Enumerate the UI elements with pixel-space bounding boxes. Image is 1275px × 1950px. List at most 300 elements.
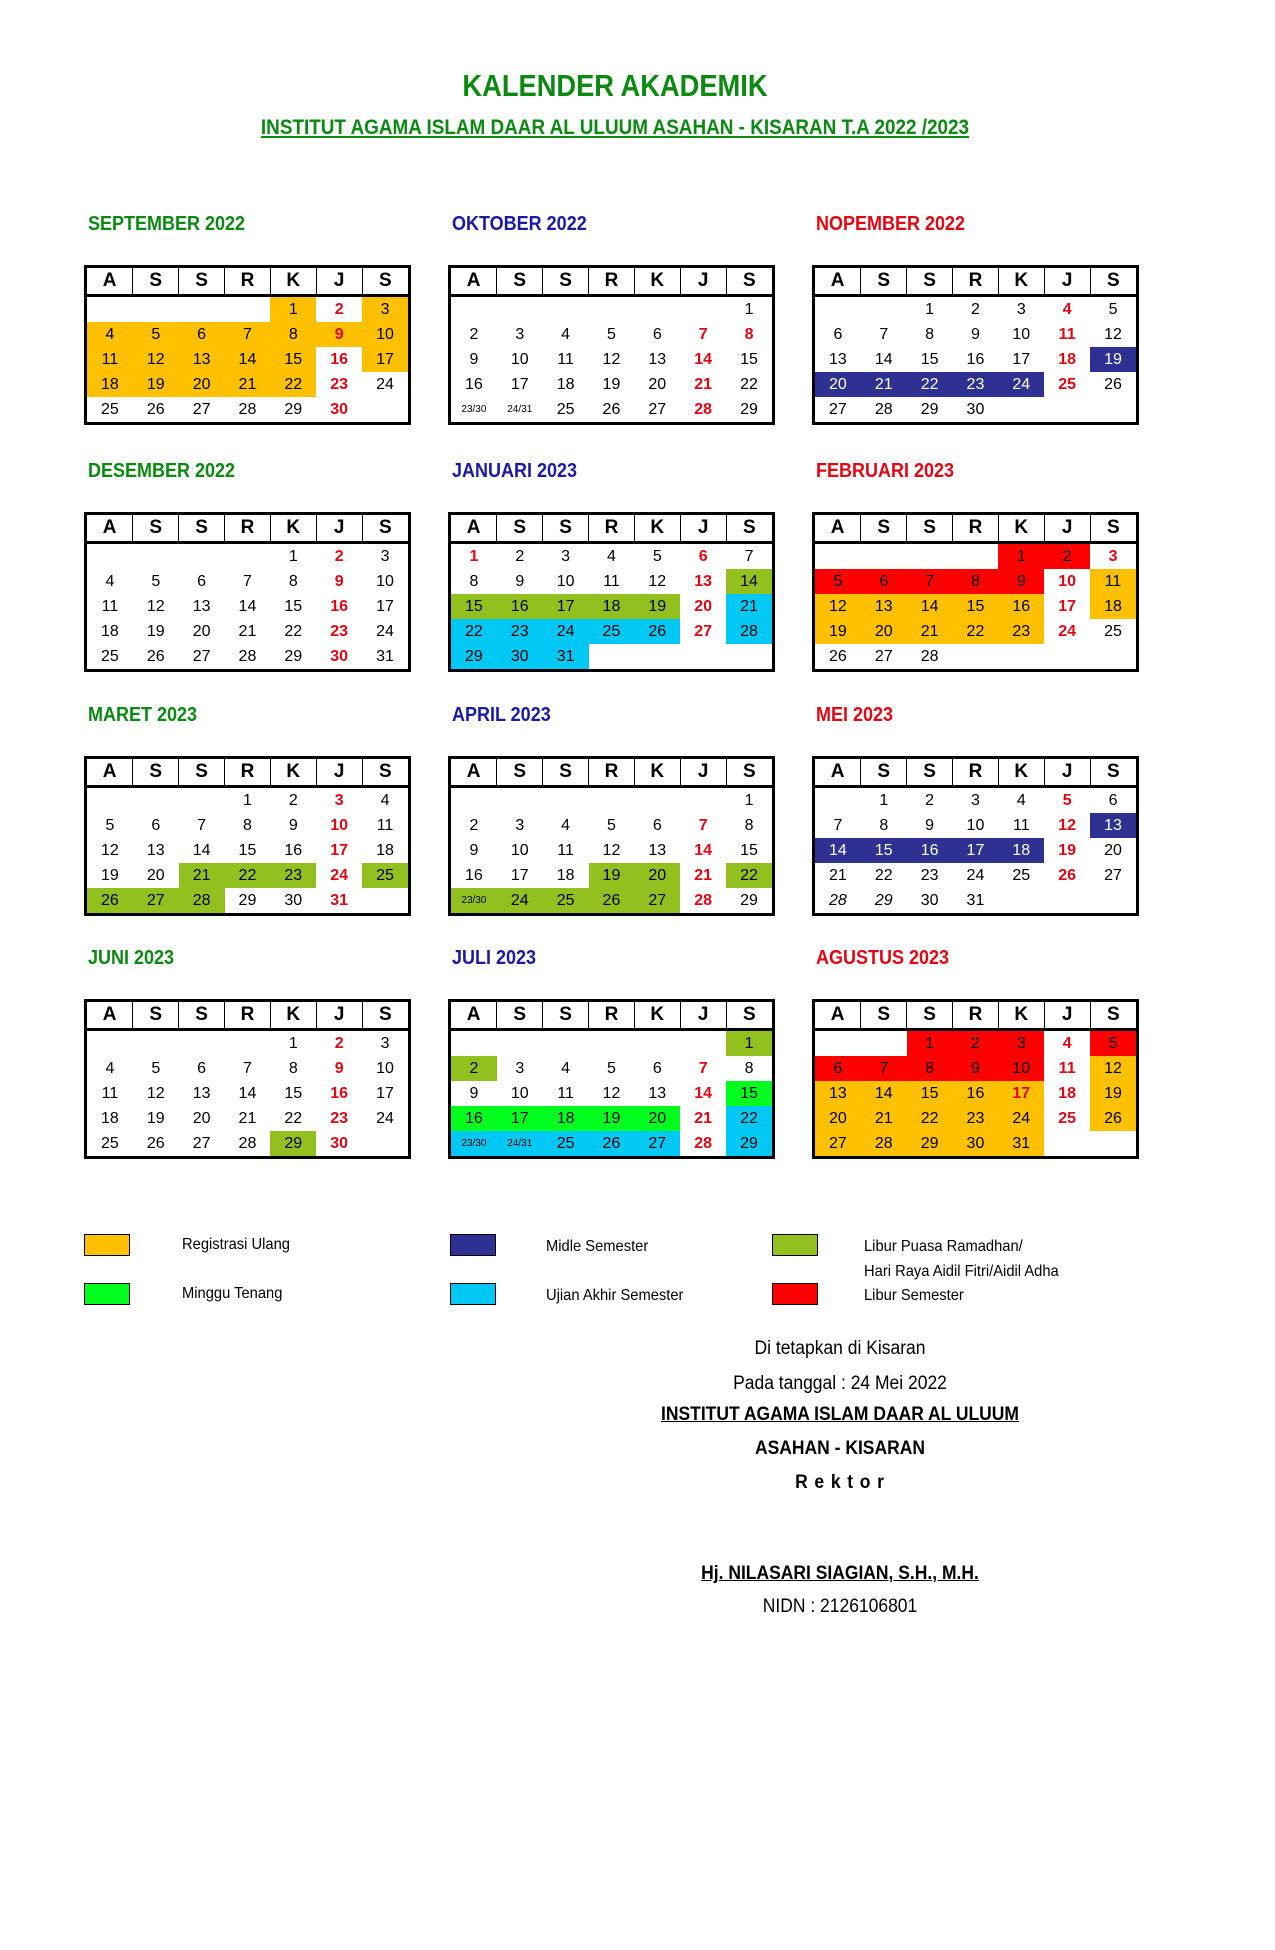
day-cell bbox=[815, 787, 861, 814]
day-cell: 13 bbox=[648, 1084, 667, 1102]
weekday-header: J bbox=[1044, 515, 1090, 543]
day-cell: 8 bbox=[270, 322, 316, 347]
day-cell: 24 bbox=[966, 866, 985, 884]
day-cell: 28 bbox=[874, 400, 893, 418]
day-cell: 7 bbox=[698, 816, 708, 834]
day-cell: 7 bbox=[243, 572, 252, 590]
day-cell bbox=[998, 397, 1044, 422]
day-cell bbox=[87, 543, 133, 570]
day-cell bbox=[87, 787, 133, 814]
day-cell: 15 bbox=[451, 594, 497, 619]
day-cell: 14 bbox=[694, 841, 713, 859]
legend-swatch-ujian-akhir bbox=[450, 1283, 496, 1305]
day-cell: 28 bbox=[829, 891, 847, 909]
day-cell: 9 bbox=[953, 1056, 999, 1081]
day-cell: 5 bbox=[1090, 1030, 1136, 1057]
weekday-header: S bbox=[133, 268, 179, 296]
day-cell: 19 bbox=[1090, 347, 1136, 372]
day-cell: 7 bbox=[225, 322, 271, 347]
day-cell: 15 bbox=[953, 594, 999, 619]
day-cell: 19 bbox=[146, 622, 165, 640]
day-cell: 21 bbox=[694, 866, 713, 884]
day-cell: 14 bbox=[192, 841, 211, 859]
day-cell: 2 bbox=[288, 791, 298, 809]
day-cell: 19 bbox=[602, 375, 621, 393]
day-cell: 25 bbox=[101, 1134, 119, 1152]
day-cell: 10 bbox=[510, 841, 529, 859]
day-cell: 29 bbox=[740, 400, 758, 418]
day-cell: 24 bbox=[376, 1109, 394, 1127]
day-cell: 25 bbox=[362, 863, 408, 888]
day-cell bbox=[726, 644, 772, 669]
day-cell: 20 bbox=[694, 597, 713, 615]
day-cell: 21 bbox=[726, 594, 772, 619]
day-cell: 26 bbox=[146, 647, 165, 665]
day-cell: 24 bbox=[998, 1106, 1044, 1131]
day-cell: 6 bbox=[652, 816, 662, 834]
day-cell: 9 bbox=[469, 1084, 479, 1102]
day-cell: 12 bbox=[146, 597, 165, 615]
day-cell: 2 bbox=[334, 547, 344, 565]
day-cell bbox=[362, 888, 408, 913]
day-cell: 19 bbox=[133, 372, 179, 397]
day-cell: 28 bbox=[238, 400, 257, 418]
day-cell bbox=[1044, 1131, 1090, 1156]
day-cell: 20 bbox=[192, 1109, 211, 1127]
month-calendar bbox=[448, 265, 775, 425]
day-cell: 28 bbox=[694, 1134, 713, 1152]
day-cell bbox=[133, 296, 179, 323]
day-cell: 20 bbox=[192, 622, 211, 640]
day-cell: 1 bbox=[288, 547, 298, 565]
legend-swatch-midle-semester bbox=[450, 1234, 496, 1256]
day-cell bbox=[87, 1030, 133, 1057]
day-cell bbox=[589, 644, 635, 669]
day-cell: 29 bbox=[284, 400, 303, 418]
day-cell bbox=[543, 787, 589, 814]
day-cell: 10 bbox=[376, 572, 394, 590]
day-cell: 30 bbox=[953, 1131, 999, 1156]
month-calendar bbox=[812, 999, 1139, 1159]
day-cell: 2 bbox=[971, 300, 980, 318]
day-cell: 29 bbox=[238, 891, 257, 909]
legend-swatch-libur-puasa bbox=[772, 1234, 818, 1256]
day-cell: 7 bbox=[744, 547, 754, 565]
weekday-header: S bbox=[543, 268, 589, 296]
weekday-header: S bbox=[179, 268, 225, 296]
weekday-header: K bbox=[998, 515, 1044, 543]
day-cell bbox=[953, 644, 999, 669]
day-cell: 12 bbox=[1058, 816, 1077, 834]
day-cell: 11 bbox=[1058, 325, 1076, 343]
day-cell: 8 bbox=[744, 325, 754, 343]
day-cell: 27 bbox=[829, 400, 847, 418]
day-cell: 16 bbox=[998, 594, 1044, 619]
day-cell: 9 bbox=[515, 572, 525, 590]
day-cell: 16 bbox=[966, 350, 985, 368]
day-cell: 18 bbox=[1090, 594, 1136, 619]
day-cell: 5 bbox=[652, 547, 662, 565]
day-cell: 24 bbox=[1058, 622, 1077, 640]
day-cell: 29 bbox=[874, 891, 893, 909]
day-cell: 2 bbox=[469, 816, 479, 834]
day-cell: 10 bbox=[330, 816, 349, 834]
day-cell: 14 bbox=[694, 1084, 713, 1102]
weekday-header: S bbox=[861, 759, 907, 787]
day-cell: 21 bbox=[238, 1109, 257, 1127]
day-cell: 12 bbox=[1090, 1056, 1136, 1081]
day-cell: 1 bbox=[243, 791, 252, 809]
weekday-header: S bbox=[726, 268, 772, 296]
day-cell: 23 bbox=[330, 622, 349, 640]
day-cell bbox=[998, 644, 1044, 669]
day-cell: 25 bbox=[543, 888, 589, 913]
day-cell: 20 bbox=[1104, 841, 1122, 859]
day-cell: 8 bbox=[953, 569, 999, 594]
day-cell: 23 bbox=[953, 372, 999, 397]
day-cell: 7 bbox=[698, 1059, 708, 1077]
day-cell bbox=[225, 543, 271, 570]
day-cell: 4 bbox=[1062, 1034, 1072, 1052]
day-cell: 9 bbox=[316, 322, 362, 347]
day-cell: 17 bbox=[376, 597, 394, 615]
day-cell bbox=[133, 787, 179, 814]
day-cell: 9 bbox=[334, 1059, 344, 1077]
day-cell: 1 bbox=[469, 547, 479, 565]
day-cell: 5 bbox=[1108, 300, 1118, 318]
day-cell bbox=[680, 787, 726, 814]
legend-label-minggu-tenang: Minggu Tenang bbox=[182, 1285, 283, 1302]
day-cell: 11 bbox=[557, 350, 574, 368]
day-cell: 2 bbox=[515, 547, 525, 565]
day-cell bbox=[815, 543, 861, 570]
day-cell: 10 bbox=[1058, 572, 1077, 590]
day-cell: 31 bbox=[998, 1131, 1044, 1156]
weekday-header: S bbox=[1090, 268, 1136, 296]
day-cell: 15 bbox=[726, 1081, 772, 1106]
legend-label-hari-raya: Hari Raya Aidil Fitri/Aidil Adha bbox=[864, 1263, 1059, 1280]
day-cell: 13 bbox=[648, 350, 667, 368]
day-cell: 14 bbox=[694, 350, 713, 368]
day-cell: 26 bbox=[1090, 1106, 1136, 1131]
day-cell: 24 bbox=[330, 866, 349, 884]
day-cell: 24 bbox=[497, 888, 543, 913]
day-cell: 15 bbox=[270, 347, 316, 372]
day-cell: 27 bbox=[1104, 866, 1122, 884]
day-cell: 3 bbox=[380, 1034, 390, 1052]
weekday-header: A bbox=[87, 759, 133, 787]
day-cell: 29 bbox=[270, 1131, 316, 1156]
day-cell: 24 bbox=[376, 375, 394, 393]
day-cell bbox=[543, 1030, 589, 1057]
day-cell: 11 bbox=[557, 1084, 574, 1102]
day-cell: 16 bbox=[953, 1081, 999, 1106]
month-title: MEI 2023 bbox=[816, 704, 894, 726]
weekday-header: R bbox=[225, 759, 271, 787]
day-cell: 21 bbox=[861, 372, 907, 397]
day-cell: 16 bbox=[330, 597, 349, 615]
day-cell: 13 bbox=[192, 597, 211, 615]
signature-city: ASAHAN - KISARAN bbox=[755, 1438, 925, 1459]
day-cell bbox=[634, 787, 680, 814]
day-cell: 6 bbox=[833, 325, 843, 343]
day-cell: 24 bbox=[376, 622, 394, 640]
weekday-header: J bbox=[680, 1002, 726, 1030]
day-cell: 27 bbox=[634, 888, 680, 913]
day-cell: 15 bbox=[920, 350, 939, 368]
day-cell: 6 bbox=[1108, 791, 1118, 809]
day-cell: 27 bbox=[634, 1131, 680, 1156]
day-cell: 20 bbox=[634, 1106, 680, 1131]
day-cell: 13 bbox=[815, 1081, 861, 1106]
day-cell: 10 bbox=[510, 350, 529, 368]
weekday-header: S bbox=[497, 515, 543, 543]
day-cell: 14 bbox=[225, 347, 271, 372]
day-cell: 4 bbox=[561, 325, 571, 343]
day-cell: 9 bbox=[971, 325, 980, 343]
day-cell: 29 bbox=[726, 1131, 772, 1156]
day-cell: 16 bbox=[284, 841, 303, 859]
day-cell: 12 bbox=[146, 1084, 165, 1102]
day-cell: 25 bbox=[1104, 622, 1122, 640]
day-cell: 30 bbox=[284, 891, 303, 909]
day-cell: 23 bbox=[270, 863, 316, 888]
weekday-header: A bbox=[451, 268, 497, 296]
legend-swatch-minggu-tenang bbox=[84, 1283, 130, 1305]
weekday-header: J bbox=[316, 268, 362, 296]
day-cell: 17 bbox=[497, 1106, 543, 1131]
day-cell: 25 bbox=[589, 619, 635, 644]
weekday-header: J bbox=[680, 515, 726, 543]
day-cell: 3 bbox=[998, 1030, 1044, 1057]
day-cell: 22 bbox=[284, 622, 303, 640]
day-cell: 18 bbox=[556, 375, 575, 393]
weekday-header: K bbox=[634, 759, 680, 787]
day-cell: 12 bbox=[101, 841, 119, 859]
day-cell: 12 bbox=[815, 594, 861, 619]
day-cell: 28 bbox=[920, 647, 939, 665]
day-cell: 22 bbox=[284, 1109, 303, 1127]
weekday-header: S bbox=[726, 515, 772, 543]
day-cell: 1 bbox=[288, 1034, 298, 1052]
day-cell: 14 bbox=[815, 838, 861, 863]
day-cell: 14 bbox=[874, 350, 893, 368]
day-cell: 28 bbox=[179, 888, 225, 913]
legend-label-ujian-akhir: Ujian Akhir Semester bbox=[546, 1287, 684, 1304]
weekday-header: S bbox=[497, 759, 543, 787]
day-cell bbox=[497, 787, 543, 814]
day-cell: 9 bbox=[925, 816, 935, 834]
day-cell: 22 bbox=[270, 372, 316, 397]
day-cell: 12 bbox=[602, 841, 621, 859]
month-calendar bbox=[812, 512, 1139, 672]
day-cell bbox=[953, 543, 999, 570]
day-cell: 20 bbox=[815, 1106, 861, 1131]
day-cell: 27 bbox=[192, 400, 211, 418]
day-cell bbox=[87, 296, 133, 323]
day-cell: 21 bbox=[829, 866, 847, 884]
weekday-header: J bbox=[316, 515, 362, 543]
day-cell bbox=[225, 296, 271, 323]
day-cell: 3 bbox=[515, 325, 525, 343]
day-cell: 12 bbox=[648, 572, 667, 590]
day-cell: 25 bbox=[101, 400, 119, 418]
weekday-header: K bbox=[270, 1002, 316, 1030]
day-cell: 15 bbox=[740, 350, 758, 368]
day-cell: 21 bbox=[225, 372, 271, 397]
day-cell bbox=[861, 296, 907, 323]
day-cell: 20 bbox=[634, 863, 680, 888]
day-cell: 1 bbox=[998, 543, 1044, 570]
day-cell: 21 bbox=[907, 619, 953, 644]
day-cell bbox=[543, 296, 589, 323]
day-cell: 23/30 bbox=[451, 1131, 497, 1156]
month-title: SEPTEMBER 2022 bbox=[88, 213, 246, 235]
day-cell: 24 bbox=[998, 372, 1044, 397]
signature-date: Pada tanggal : 24 Mei 2022 bbox=[733, 1373, 947, 1394]
day-cell: 3 bbox=[334, 791, 344, 809]
day-cell: 8 bbox=[925, 325, 935, 343]
day-cell bbox=[634, 296, 680, 323]
day-cell: 13 bbox=[146, 841, 165, 859]
day-cell: 23 bbox=[998, 619, 1044, 644]
day-cell: 5 bbox=[105, 816, 115, 834]
day-cell: 13 bbox=[648, 841, 667, 859]
day-cell: 16 bbox=[465, 375, 483, 393]
day-cell: 19 bbox=[634, 594, 680, 619]
day-cell: 3 bbox=[515, 816, 525, 834]
day-cell: 8 bbox=[288, 572, 298, 590]
day-cell: 7 bbox=[907, 569, 953, 594]
day-cell: 29 bbox=[740, 891, 758, 909]
day-cell: 26 bbox=[829, 647, 847, 665]
weekday-header: S bbox=[907, 515, 953, 543]
day-cell bbox=[998, 888, 1044, 913]
weekday-header: R bbox=[225, 515, 271, 543]
weekday-header: A bbox=[87, 515, 133, 543]
day-cell: 30 bbox=[330, 1134, 349, 1152]
day-cell: 3 bbox=[515, 1059, 525, 1077]
day-cell: 23 bbox=[920, 866, 939, 884]
weekday-header: S bbox=[179, 759, 225, 787]
day-cell: 22 bbox=[726, 1106, 772, 1131]
day-cell: 7 bbox=[243, 1059, 252, 1077]
day-cell: 13 bbox=[861, 594, 907, 619]
day-cell: 8 bbox=[744, 816, 754, 834]
legend-label-libur-semester: Libur Semester bbox=[864, 1287, 964, 1304]
day-cell: 21 bbox=[694, 375, 713, 393]
weekday-header: K bbox=[270, 515, 316, 543]
month-calendar bbox=[448, 512, 775, 672]
day-cell: 20 bbox=[815, 372, 861, 397]
day-cell: 18 bbox=[589, 594, 635, 619]
day-cell: 8 bbox=[907, 1056, 953, 1081]
day-cell: 15 bbox=[907, 1081, 953, 1106]
day-cell: 11 bbox=[557, 841, 574, 859]
day-cell: 28 bbox=[694, 400, 713, 418]
day-cell bbox=[861, 543, 907, 570]
day-cell: 19 bbox=[146, 1109, 165, 1127]
day-cell: 2 bbox=[451, 1056, 497, 1081]
day-cell: 16 bbox=[465, 866, 483, 884]
day-cell: 6 bbox=[179, 322, 225, 347]
weekday-header: A bbox=[451, 1002, 497, 1030]
day-cell: 8 bbox=[243, 816, 252, 834]
day-cell: 2 bbox=[334, 300, 344, 318]
day-cell: 15 bbox=[740, 841, 758, 859]
day-cell: 3 bbox=[1108, 547, 1118, 565]
day-cell: 23 bbox=[330, 375, 349, 393]
day-cell: 30 bbox=[497, 644, 543, 669]
weekday-header: S bbox=[907, 268, 953, 296]
weekday-header: R bbox=[589, 268, 635, 296]
day-cell: 8 bbox=[879, 816, 889, 834]
day-cell: 17 bbox=[1058, 597, 1077, 615]
day-cell: 3 bbox=[362, 296, 408, 323]
day-cell: 5 bbox=[815, 569, 861, 594]
day-cell: 6 bbox=[197, 1059, 207, 1077]
month-calendar bbox=[812, 265, 1139, 425]
legend-swatch-libur-semester bbox=[772, 1283, 818, 1305]
day-cell: 27 bbox=[874, 647, 893, 665]
day-cell: 15 bbox=[284, 597, 303, 615]
weekday-header: S bbox=[179, 515, 225, 543]
day-cell: 5 bbox=[607, 1059, 616, 1077]
day-cell: 13 bbox=[694, 572, 713, 590]
day-cell: 18 bbox=[376, 841, 394, 859]
day-cell: 22 bbox=[225, 863, 271, 888]
day-cell: 14 bbox=[726, 569, 772, 594]
day-cell: 29 bbox=[284, 647, 303, 665]
day-cell bbox=[589, 1030, 635, 1057]
day-cell bbox=[179, 1030, 225, 1057]
month-calendar bbox=[84, 512, 411, 672]
day-cell: 5 bbox=[607, 816, 616, 834]
day-cell: 31 bbox=[376, 647, 394, 665]
weekday-header: S bbox=[543, 515, 589, 543]
weekday-header: J bbox=[1044, 1002, 1090, 1030]
weekday-header: A bbox=[815, 759, 861, 787]
weekday-header: A bbox=[815, 515, 861, 543]
weekday-header: S bbox=[726, 1002, 772, 1030]
day-cell: 22 bbox=[953, 619, 999, 644]
day-cell: 12 bbox=[133, 347, 179, 372]
day-cell: 1 bbox=[270, 296, 316, 323]
day-cell bbox=[451, 296, 497, 323]
day-cell: 13 bbox=[829, 350, 847, 368]
day-cell: 14 bbox=[861, 1081, 907, 1106]
day-cell bbox=[1090, 888, 1136, 913]
day-cell: 26 bbox=[146, 1134, 165, 1152]
weekday-header: S bbox=[1090, 515, 1136, 543]
day-cell: 25 bbox=[1058, 375, 1077, 393]
day-cell: 11 bbox=[1090, 569, 1136, 594]
day-cell: 23 bbox=[497, 619, 543, 644]
day-cell bbox=[179, 543, 225, 570]
day-cell bbox=[451, 1030, 497, 1057]
weekday-header: R bbox=[589, 1002, 635, 1030]
day-cell: 25 bbox=[101, 647, 119, 665]
weekday-header: S bbox=[362, 759, 408, 787]
day-cell: 9 bbox=[998, 569, 1044, 594]
day-cell bbox=[1090, 644, 1136, 669]
weekday-header: K bbox=[634, 268, 680, 296]
legend-label-midle-semester: Midle Semester bbox=[546, 1238, 649, 1255]
day-cell: 5 bbox=[151, 1059, 161, 1077]
weekday-header: K bbox=[998, 759, 1044, 787]
day-cell bbox=[362, 397, 408, 422]
weekday-header: R bbox=[953, 268, 999, 296]
